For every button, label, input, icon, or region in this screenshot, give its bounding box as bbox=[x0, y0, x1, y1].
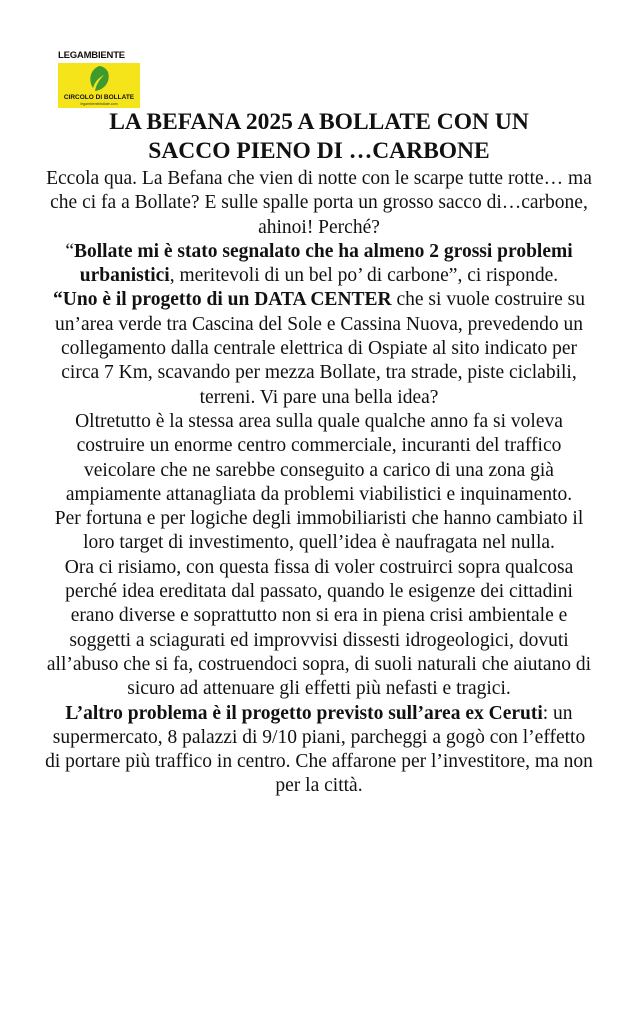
paragraph-5: Per fortuna e per logiche degli immobiliaristi che hanno cambiato il loro target di investimento, quell’idea è naufragata nel nulla. bbox=[54, 508, 584, 554]
paragraph-3-bold: “Uno è il progetto di un DATA CENTER bbox=[53, 289, 392, 311]
paragraph-2 bbox=[44, 240, 594, 289]
logo-badge bbox=[58, 63, 140, 108]
title-line-2: SACCO PIENO DI …CARBONE bbox=[148, 137, 490, 164]
paragraph-1: Eccola qua. La Befana che vien di notte con le scarpe tutte rotte… ma che ci fa a Bollate? E sulle spalle porta un grosso sacco di…carbone, ahinoi! Perché? bbox=[46, 168, 592, 238]
paragraph-7 bbox=[44, 702, 594, 799]
paragraph-7-bold: L’altro problema è il progetto previsto sull’area ex Ceruti bbox=[65, 702, 543, 724]
paragraph-3 bbox=[44, 288, 594, 409]
logo-url: legambientebollate.com bbox=[80, 102, 118, 106]
title-line-1: LA BEFANA 2025 A BOLLATE CON UN bbox=[109, 109, 529, 135]
paragraph-6: Ora ci risiamo, con questa fissa di voler costruirci sopra qualcosa perché idea ereditata dal passato, quando le esigenze dei cittadini erano diverse e soprattutto non si era in piena crisi ambientale e soggetti a sciagurati ed improvvisi dissesti idrogeologici, dovuti all’abuso che si fa, costruendoci sopra, di suoli naturali che aiutano di sicuro ad attenuare gli effetti più nefasti e tragici. bbox=[46, 556, 592, 700]
paragraph-7-text: : un supermercato, 8 palazzi di 9/10 piani, parcheggi a gogò con l’effetto di portare più traffico in centro. Che affarone per l’investitore, ma non per la città. bbox=[45, 702, 593, 797]
paragraph-3-text: che si vuole costruire su un’area verde tra Cascina del Sole e Cassina Nuova, prevedendo un collegamento dalla centrale elettrica di Ospiate al sito indicato per circa 7 Km, scavando per mezza Bollate, tra strade, piste ciclabili, terreni. Vi pare una bella idea? bbox=[55, 289, 585, 408]
article-body bbox=[44, 167, 594, 799]
article bbox=[44, 108, 594, 799]
paragraph-2-bold: Bollate mi è stato segnalato che ha almeno 2 grossi problemi urbanistici bbox=[73, 240, 573, 287]
paragraph-2-open-quote: “ bbox=[65, 240, 74, 262]
logo-circle-name: CIRCOLO DI BOLLATE bbox=[63, 94, 135, 101]
article-title bbox=[44, 108, 594, 165]
paragraph-2-text: , meritevoli di un bel po’ di carbone”, ci risponde. bbox=[169, 265, 559, 287]
paragraph-4: Oltretutto è la stessa area sulla quale qualche anno fa si voleva costruire un enorme centro commerciale, incuranti del traffico veicolare che ne sarebbe conseguito a carico di una zona già ampiamente attanagliata da problemi viabilistici e inquinamento. bbox=[65, 410, 573, 505]
leaf-icon bbox=[84, 64, 114, 94]
legambiente-logo bbox=[58, 50, 140, 108]
logo-name: LEGAMBIENTE bbox=[58, 50, 125, 61]
